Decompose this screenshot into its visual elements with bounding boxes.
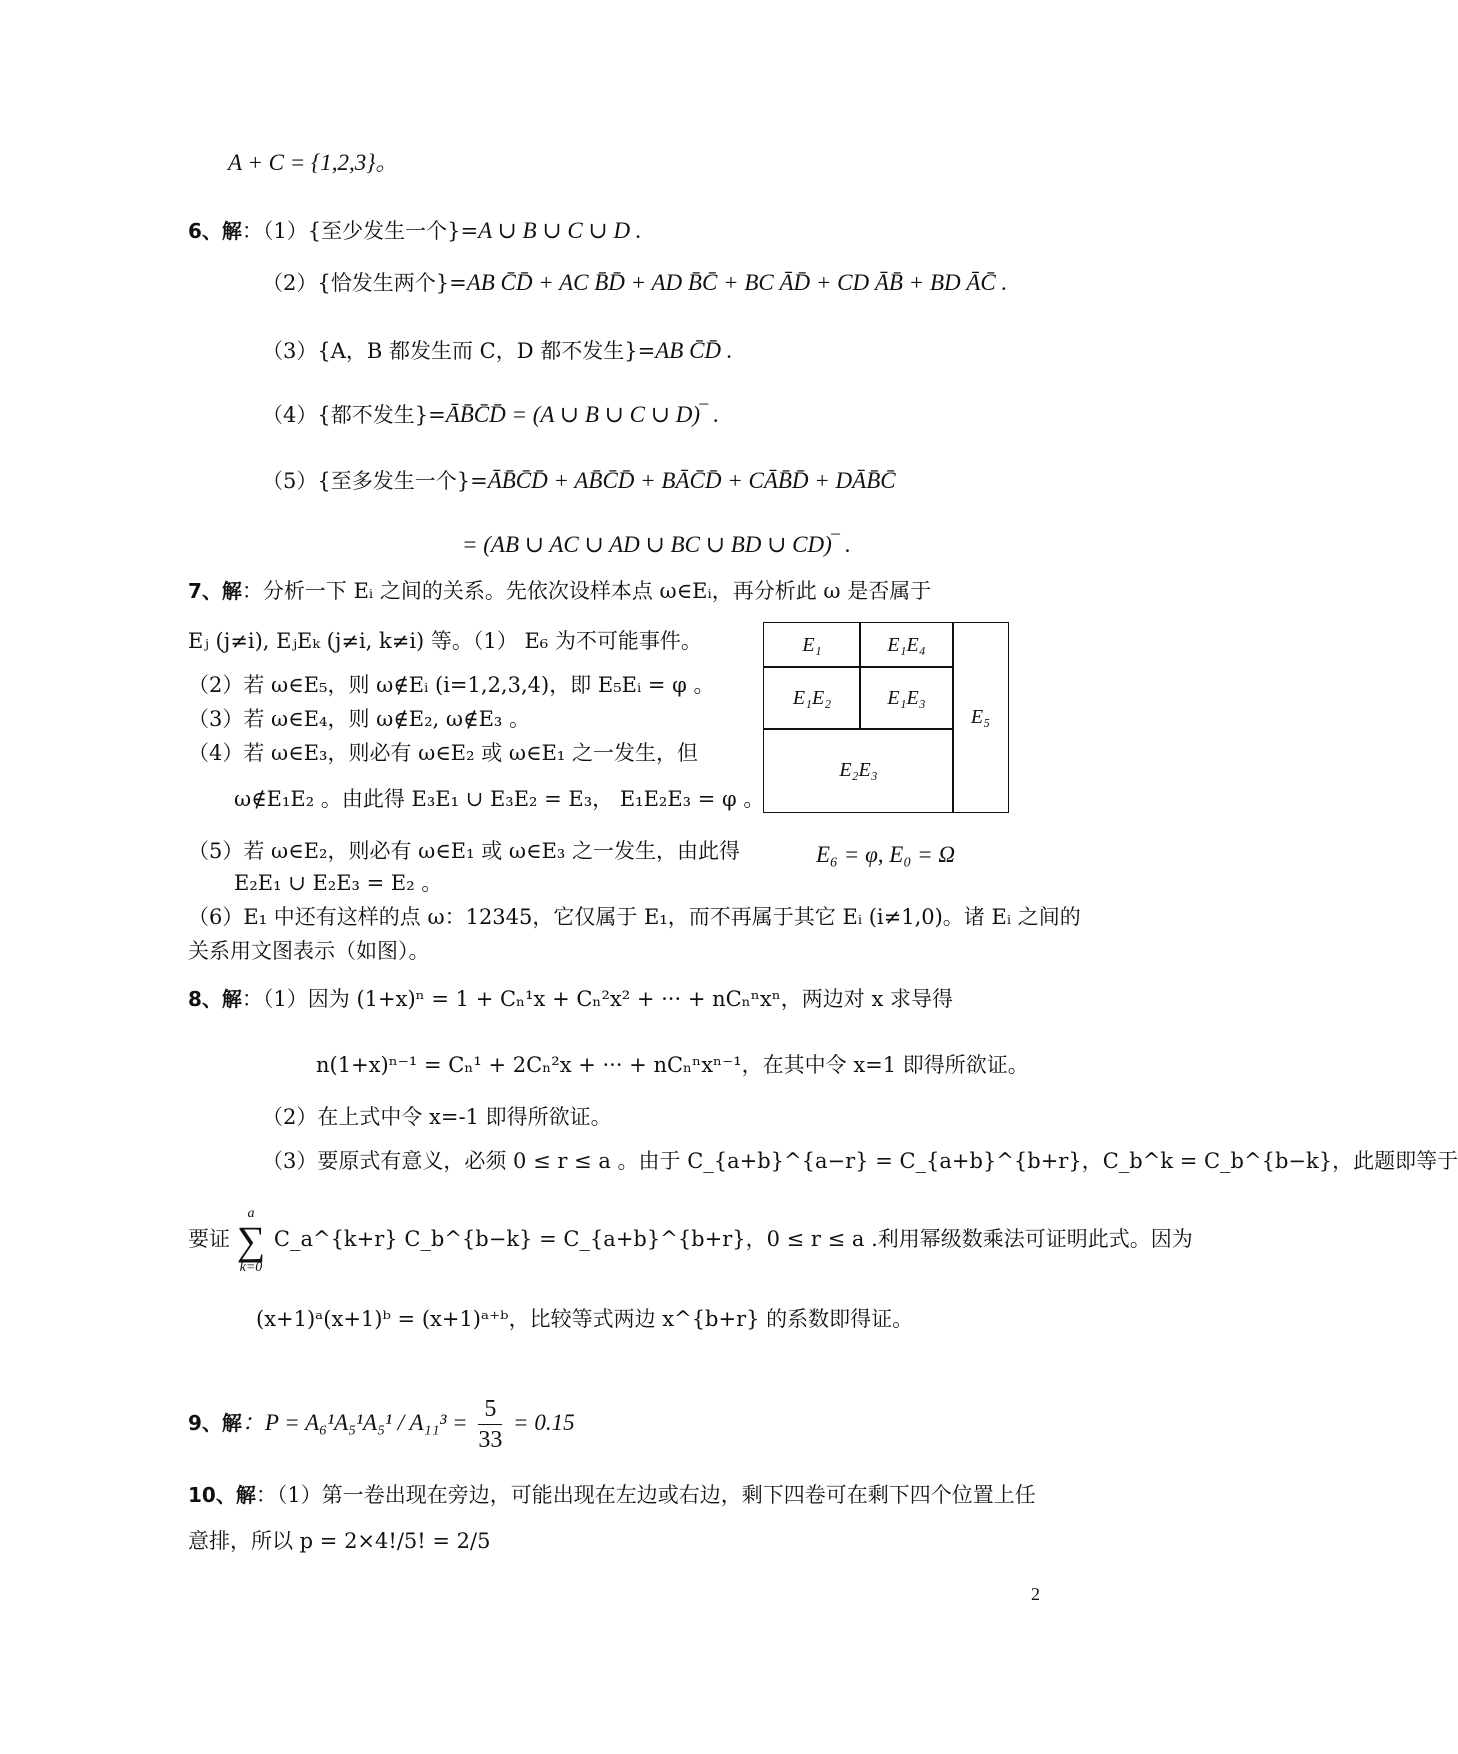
q8-line3: （2）在上式中令 x=-1 即得所欲证。 — [262, 1105, 612, 1129]
q6-part5 — [262, 468, 896, 494]
q6-p2-text: （2）{恰发生两个}= — [262, 271, 467, 295]
q8-line4: （3）要原式有意义，必须 0 ≤ r ≤ a 。由于 C_{a+b}^{a−r} = C_{a+b}^{b+r}，C_b^k = C_b^{b−k}，此题即等于 — [262, 1149, 1458, 1173]
q9-expr: ：P = A₆¹A₅¹A₅¹ / A₁₁³ = — [241, 1410, 468, 1435]
q6-part1 — [188, 218, 642, 244]
q6-p3-text: （3）{A，B 都发生而 C，D 都不发生}= — [262, 339, 656, 363]
q6-p4-text: （4）{都不发生}= — [262, 403, 446, 427]
q8-line1 — [188, 986, 953, 1012]
q6-part4 — [262, 402, 719, 428]
q8-line5 — [188, 1204, 1193, 1275]
q8-line6: (x+1)ᵃ(x+1)ᵇ = (x+1)ᵃ⁺ᵇ，比较等式两边 x^{b+r} 的系数即得证。 — [256, 1307, 914, 1331]
q6-p5-expr: ĀB̄C̄D̄ + AB̄C̄D̄ + BĀC̄D̄ + CĀB̄D̄ + DĀB̄C̄ — [487, 468, 896, 493]
venn-cell-e1: E₁ — [763, 622, 861, 668]
q6-p3-expr: AB C̄D̄ . — [655, 338, 733, 363]
q7-line5: （4）若 ω∈E₃，则必有 ω∈E₂ 或 ω∈E₁ 之一发生，但 — [188, 741, 698, 765]
q6-part2 — [262, 270, 1007, 296]
q7-line9: （6）E₁ 中还有这样的点 ω：12345，它仅属于 E₁，而不再属于其它 Eᵢ (i≠1,0)。诸 Eᵢ 之间的 — [188, 905, 1081, 929]
q9-numerator: 5 — [478, 1394, 502, 1425]
q9-fraction — [478, 1394, 502, 1455]
q6-label: 6、解 — [188, 219, 242, 243]
q9-label: 9、解 — [188, 1411, 242, 1435]
q7-line7: （5）若 ω∈E₂，则必有 ω∈E₁ 或 ω∈E₃ 之一发生，由此得 — [188, 839, 740, 863]
q8-label: 8、解 — [188, 987, 242, 1011]
q7-line1-text: ：分析一下 Eᵢ 之间的关系。先依次设样本点 ω∈Eᵢ，再分析此 ω 是否属于 — [241, 579, 932, 603]
venn-caption: E₆ = φ, E₀ = Ω — [816, 842, 955, 867]
q8-line5-expr: C_a^{k+r} C_b^{b−k} = C_{a+b}^{b+r}，0 ≤ r ≤ a .利用幂级数乘法可证明此式。因为 — [273, 1227, 1193, 1251]
q10-line1-text: ：（1）第一卷出现在旁边，可能出现在左边或右边，剩下四卷可在剩下四个位置上任 — [255, 1483, 1036, 1507]
q6-p1-expr: A ∪ B ∪ C ∪ D . — [478, 218, 642, 243]
sum-lower-limit: k=0 — [239, 1259, 263, 1275]
summation-symbol: a ∑ k=0 — [236, 1205, 266, 1275]
q6-p2-expr: AB C̄D̄ + AC B̄D̄ + AD B̄C̄ + BC ĀD̄ + CD ĀB̄ + BD ĀC̄ . — [466, 270, 1008, 295]
q7-line2: Eⱼ (j≠i), EⱼEₖ (j≠i, k≠i) 等。（1） E₆ 为不可能事件。 — [188, 629, 702, 653]
page-number: 2 — [1031, 1584, 1040, 1604]
prev-result-line: A + C = {1,2,3}。 — [228, 150, 399, 175]
q6-part5-cont: = (AB ∪ AC ∪ AD ∪ BC ∪ BD ∪ CD)‾ . — [462, 532, 851, 557]
q8-line2: n(1+x)ⁿ⁻¹ = Cₙ¹ + 2Cₙ²x + ··· + nCₙⁿxⁿ⁻¹，在其中令 x=1 即得所欲证。 — [316, 1053, 1029, 1077]
q7-line6: ω∉E₁E₂ 。由此得 E₃E₁ ∪ E₃E₂ = E₃， E₁E₂E₃ = φ 。 — [234, 787, 765, 811]
q8-line1-text: ：（1）因为 (1+x)ⁿ = 1 + Cₙ¹x + Cₙ²x² + ··· + nCₙⁿxⁿ，两边对 x 求导得 — [241, 987, 953, 1011]
q10-label: 10、解 — [188, 1483, 256, 1507]
venn-cell-e5: E₅ — [952, 622, 1009, 813]
q7-line3: （2）若 ω∈E₅，则 ω∉Eᵢ (i=1,2,3,4)，即 E₅Eᵢ = φ 。 — [188, 673, 715, 697]
q9-denominator: 33 — [478, 1427, 503, 1453]
q6-p5-text: （5）{至多发生一个}= — [262, 469, 488, 493]
q10-line1 — [188, 1482, 1036, 1508]
q7-line4: （3）若 ω∈E₄，则 ω∉E₂, ω∉E₃ 。 — [188, 707, 530, 731]
venn-cell-e1e2: E₁E₂ — [763, 666, 861, 730]
venn-cell-e1e3: E₁E₃ — [859, 666, 954, 730]
q9-result: = 0.15 — [513, 1410, 575, 1435]
q10-line2: 意排，所以 p = 2×4!/5! = 2/5 — [188, 1529, 491, 1553]
q6-p4-expr: ĀB̄C̄D̄ = (A ∪ B ∪ C ∪ D)‾ . — [445, 402, 720, 427]
q7-label: 7、解 — [188, 579, 242, 603]
q7-line10: 关系用文图表示（如图）。 — [188, 939, 430, 963]
venn-diagram — [763, 622, 1009, 813]
venn-cell-e2e3: E₂E₃ — [763, 728, 954, 813]
q9-line — [188, 1388, 575, 1458]
q6-p1-text: ：（1）{至少发生一个}= — [241, 219, 479, 243]
venn-cell-e1e4: E₁E₄ — [859, 622, 954, 668]
q7-line8: E₂E₁ ∪ E₂E₃ = E₂ 。 — [234, 871, 443, 895]
q7-line1 — [188, 578, 931, 604]
q8-line5-prefix: 要证 — [188, 1227, 230, 1251]
sum-upper-limit: a — [247, 1205, 255, 1221]
q6-part3 — [262, 338, 733, 364]
